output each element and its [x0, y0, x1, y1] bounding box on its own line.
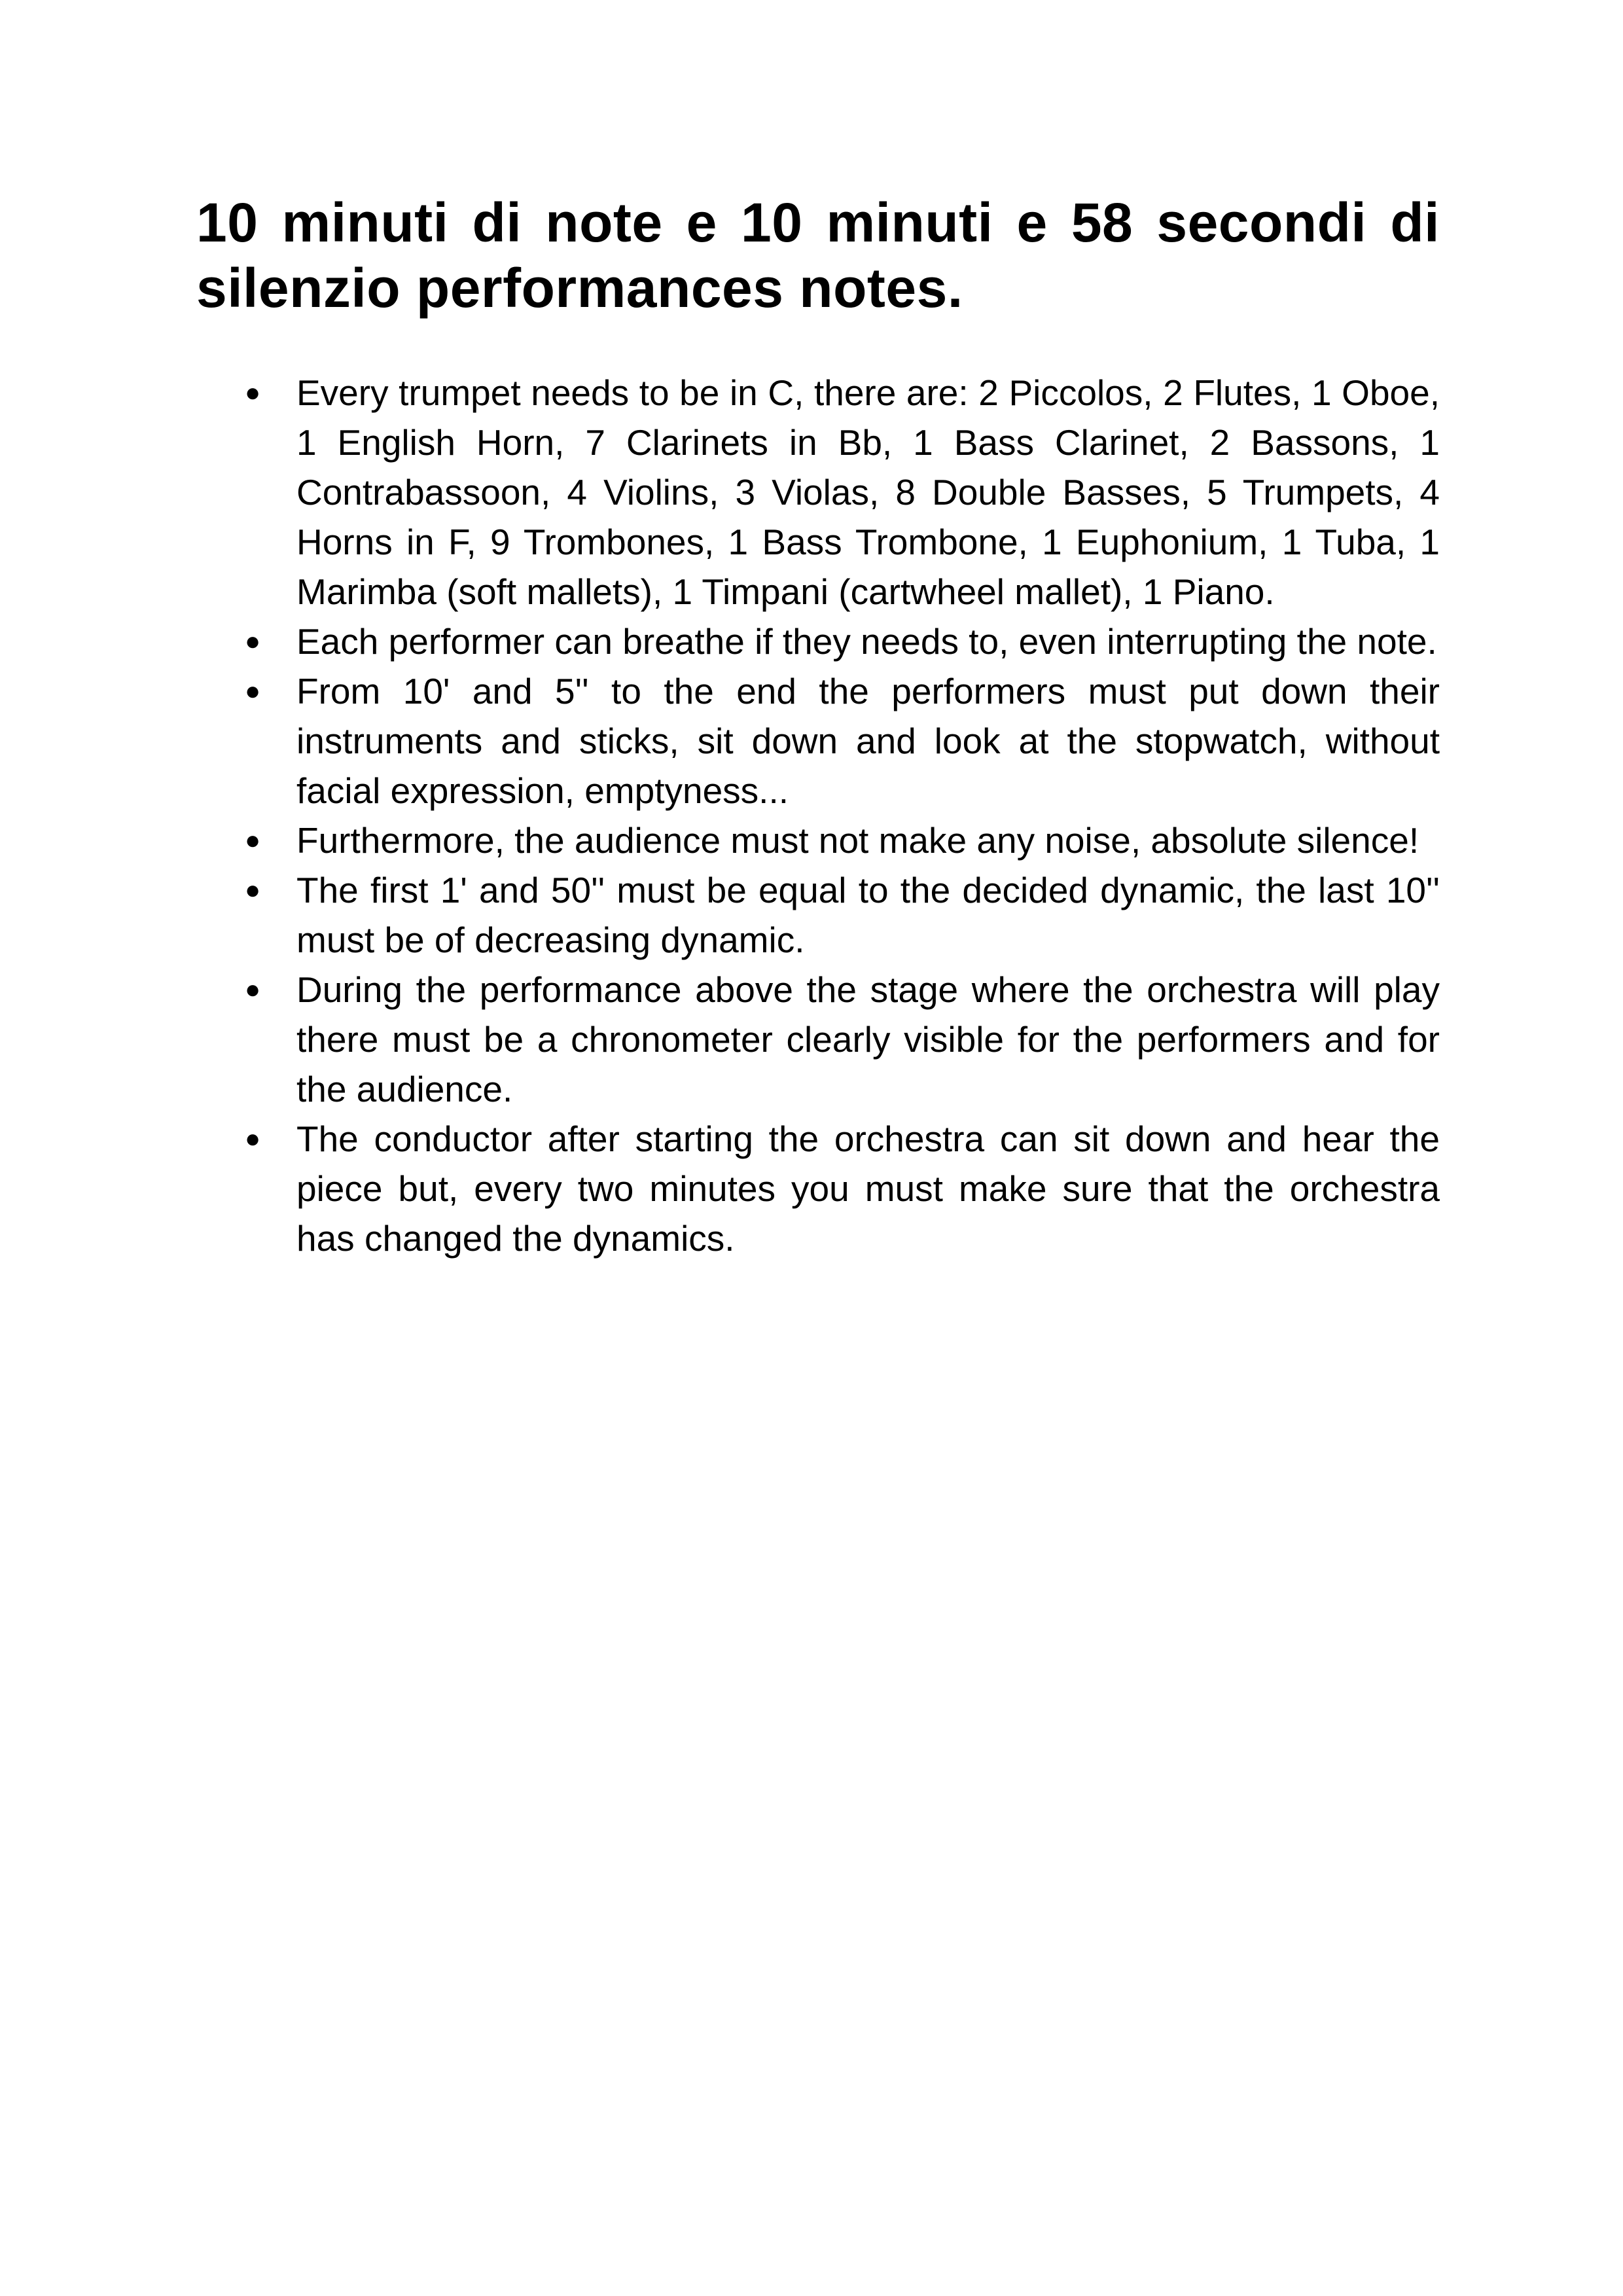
note-text: Furthermore, the audience must not make any noise, absolute silence! — [296, 820, 1419, 861]
list-item — [196, 617, 1440, 666]
bullet-icon: ● — [245, 378, 261, 407]
bullet-icon: ● — [245, 677, 261, 706]
note-text: From 10' and 5'' to the end the performers must put down their instruments and sticks, sit down and look at the stopwatch, without facial expression, emptyness... — [296, 671, 1440, 811]
note-text: The first 1' and 50'' must be equal to the decided dynamic, the last 10'' must be of decreasing dynamic. — [296, 870, 1440, 960]
performance-notes-list — [196, 368, 1440, 1263]
list-item — [196, 1114, 1440, 1263]
list-item — [196, 965, 1440, 1114]
bullet-icon: ● — [245, 1124, 261, 1153]
list-item — [196, 368, 1440, 617]
list-item — [196, 865, 1440, 965]
note-text: Each performer can breathe if they needs to, even interrupting the note. — [296, 621, 1437, 662]
bullet-icon: ● — [245, 975, 261, 1004]
bullet-icon: ● — [245, 826, 261, 855]
note-text: Every trumpet needs to be in C, there are: 2 Piccolos, 2 Flutes, 1 Oboe, 1 English Horn, 7 Clarinets in Bb, 1 Bass Clarinet, 2 Bassons, 1 Contrabassoon, 4 Violins, 3 Violas, 8 Double Basses, 5 Trumpets, 4 Horns in F, 9 Trombones, 1 Bass Trombone, 1 Euphonium, 1 Tuba, 1 Marimba (soft mallets), 1 Timpani (cartwheel mallet), 1 Piano. — [296, 372, 1440, 612]
bullet-icon: ● — [245, 876, 261, 905]
list-item — [196, 666, 1440, 816]
list-item — [196, 816, 1440, 865]
bullet-icon: ● — [245, 627, 261, 656]
note-text: The conductor after starting the orchestra can sit down and hear the piece but, every two minutes you must make sure that the orchestra has changed the dynamics. — [296, 1119, 1440, 1259]
note-text: During the performance above the stage where the orchestra will play there must be a chronometer clearly visible for the performers and for the audience. — [296, 969, 1440, 1109]
document-title: 10 minuti di note e 10 minuti e 58 secondi di silenzio performances notes. — [196, 192, 1440, 319]
document-page — [196, 190, 1440, 1263]
